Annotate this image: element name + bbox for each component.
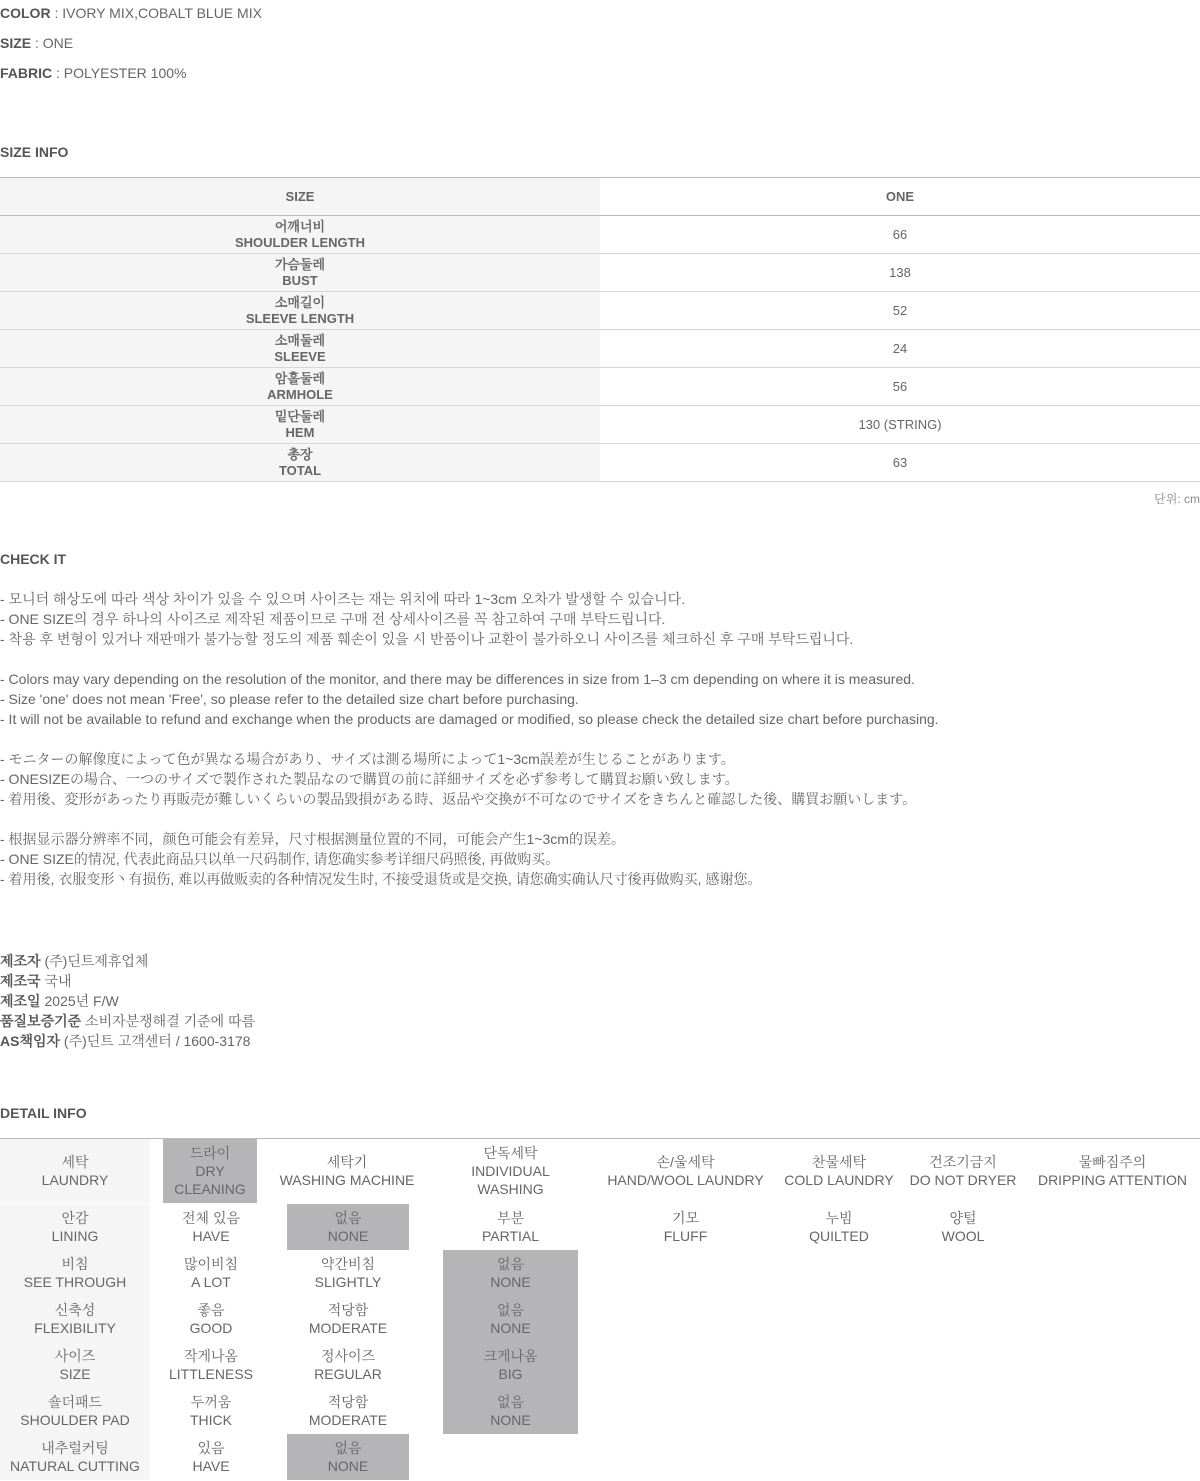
size-row-label-en: TOTAL <box>278 462 322 478</box>
size-row-label <box>0 292 600 329</box>
detail-option <box>443 1296 578 1342</box>
detail-row-label <box>0 1388 150 1434</box>
detail-row <box>0 1250 1200 1296</box>
detail-option-text: NONE <box>490 1412 531 1428</box>
size-row-value: 63 <box>600 444 1200 481</box>
detail-option-text: 없음 <box>496 1256 525 1272</box>
detail-option-text: NONE <box>490 1320 531 1336</box>
detail-option-text: MODERATE <box>308 1320 388 1336</box>
size-row-label <box>0 368 600 405</box>
detail-option-text: 좋음 <box>197 1302 225 1318</box>
size-row-label-ko: 소매둘레 <box>274 332 326 348</box>
detail-option <box>620 1204 751 1250</box>
detail-row-label <box>0 1250 150 1296</box>
size-row-label-en: SLEEVE <box>274 348 326 364</box>
detail-option-text: LITTLENESS <box>168 1366 254 1382</box>
size-row-label-ko: 암홀둘레 <box>274 370 326 386</box>
size-row-label <box>0 444 600 481</box>
size-row-label-ko: 가슴둘레 <box>274 256 326 272</box>
detail-option-text: 기모 <box>671 1210 700 1226</box>
detail-info-title: DETAIL INFO <box>0 1105 87 1121</box>
size-row-label-en: SLEEVE LENGTH <box>245 310 355 326</box>
detail-label-text: 세탁 <box>61 1154 89 1170</box>
size-row-label <box>0 254 600 291</box>
detail-option-text: 양털 <box>949 1210 977 1226</box>
detail-label-text: 숄더패드 <box>47 1394 103 1410</box>
detail-row <box>0 1204 1200 1250</box>
maker-info-line <box>0 971 72 991</box>
maker-info-key: AS책임자 <box>0 1033 61 1049</box>
size-row-value: 52 <box>600 292 1200 329</box>
check-line: - 着用後、変形があったり再販売が難しいくらいの製品毀損がある時、返品や交換が不可なのでサイズをきちんと確認した後、購買お願いします。 <box>0 791 917 807</box>
detail-label-text: 신축성 <box>54 1302 96 1318</box>
detail-option <box>443 1388 578 1434</box>
detail-label-text: NATURAL CUTTING <box>10 1458 140 1474</box>
detail-option-text: CLEANING <box>174 1181 246 1197</box>
size-row-label-ko: 밑단둘레 <box>274 408 326 424</box>
maker-info-value: 소비자분쟁해결 기준에 따름 <box>81 1013 256 1029</box>
size-row <box>0 292 1200 330</box>
detail-option-text: 전체 있음 <box>182 1210 240 1226</box>
detail-option <box>287 1434 409 1480</box>
check-line: - 根据显示器分辨率不同，颜色可能会有差异，尺寸根据测量位置的不同，可能会产生1~3cm的误差。 <box>0 831 625 847</box>
size-header-value: ONE <box>600 178 1200 215</box>
check-line: - モニターの解像度によって色が異なる場合があり、サイズは測る場所によって1~3cm誤差が生じることがあります。 <box>0 751 735 767</box>
detail-option-text: PARTIAL <box>481 1228 540 1244</box>
maker-info-line <box>0 1011 255 1031</box>
detail-option-text: HAVE <box>192 1458 230 1474</box>
detail-option <box>902 1204 1024 1250</box>
detail-option <box>443 1139 578 1203</box>
size-row <box>0 254 1200 292</box>
detail-option-text: 있음 <box>197 1440 225 1456</box>
detail-label-text: LAUNDRY <box>41 1172 109 1188</box>
detail-option <box>152 1204 270 1250</box>
detail-option <box>152 1250 270 1296</box>
detail-row <box>0 1296 1200 1342</box>
detail-label-text: FLEXIBILITY <box>34 1320 116 1336</box>
detail-option-text: 적당함 <box>327 1302 369 1318</box>
size-row-value: 24 <box>600 330 1200 367</box>
detail-option-text: 약간비침 <box>320 1256 376 1272</box>
maker-info-value: (주)딘트제휴업체 <box>40 953 149 969</box>
detail-option-text: HAVE <box>192 1228 230 1244</box>
detail-option <box>907 1139 1019 1203</box>
detail-option-text: 두꺼움 <box>190 1394 232 1410</box>
detail-option-text: NONE <box>490 1274 531 1290</box>
size-row-value: 66 <box>600 216 1200 253</box>
detail-option <box>287 1204 409 1250</box>
detail-row <box>0 1342 1200 1388</box>
size-row-label <box>0 330 600 367</box>
detail-option-text: 물빠짐주의 <box>1078 1154 1147 1170</box>
unit-note: 단위: cm <box>1154 492 1200 506</box>
maker-info-key: 제조자 <box>0 953 41 969</box>
detail-option-text: 세탁기 <box>326 1154 368 1170</box>
detail-row <box>0 1388 1200 1434</box>
check-line: - ONESIZEの場合、一つのサイズで製作された製品なので購買の前に詳細サイズを必ず参考して購買お願い致します。 <box>0 771 739 787</box>
detail-label-text: LINING <box>51 1228 99 1244</box>
detail-option <box>287 1342 409 1388</box>
detail-option-text: 작게나옴 <box>183 1348 239 1364</box>
detail-label-text: SHOULDER PAD <box>20 1412 130 1428</box>
detail-option-text: 찬물세탁 <box>811 1154 867 1170</box>
detail-option-text: WOOL <box>941 1228 985 1244</box>
size-row-label <box>0 406 600 443</box>
detail-label-text: 내추럴커팅 <box>41 1440 109 1456</box>
maker-info-line <box>0 951 148 971</box>
detail-row-label <box>0 1139 150 1203</box>
size-row-label-en: HEM <box>285 424 315 440</box>
size-row <box>0 406 1200 444</box>
detail-option-text: BIG <box>498 1366 523 1382</box>
detail-label-text: 안감 <box>61 1210 89 1226</box>
detail-option <box>273 1139 421 1203</box>
size-row <box>0 330 1200 368</box>
detail-option <box>443 1342 578 1388</box>
maker-info-line <box>0 1031 250 1051</box>
detail-option-text: 드라이 <box>189 1145 231 1161</box>
detail-option-text: 정사이즈 <box>320 1348 376 1364</box>
detail-option <box>1030 1139 1195 1203</box>
detail-option-text: 누빔 <box>825 1210 853 1226</box>
detail-option-text: GOOD <box>189 1320 233 1336</box>
detail-option <box>779 1139 899 1203</box>
detail-option <box>152 1296 270 1342</box>
maker-info-value: (주)딘트 고객센터 / 1600-3178 <box>60 1033 251 1049</box>
detail-option-text: DRY <box>195 1163 225 1179</box>
detail-option <box>287 1250 409 1296</box>
detail-option-text: 부분 <box>496 1210 525 1226</box>
detail-option-text: 손/울세탁 <box>656 1154 715 1170</box>
detail-option-text: INDIVIDUAL WASHING <box>471 1163 550 1197</box>
size-row-label-en: ARMHOLE <box>267 386 333 402</box>
detail-option-text: 크게나옴 <box>483 1348 538 1364</box>
size-header-label: SIZE <box>0 178 600 215</box>
check-line: - 着用後, 衣服变形丶有损伤, 难以再做贩卖的各种情况发生时, 不接受退货或是交换, 请您确实确认尺寸後再做购买, 感谢您。 <box>0 871 762 887</box>
detail-option <box>779 1204 899 1250</box>
detail-option-text: WASHING MACHINE <box>279 1172 415 1188</box>
detail-option-text: DRIPPING ATTENTION <box>1037 1172 1188 1188</box>
size-row-label-ko: 어깨너비 <box>274 218 326 234</box>
maker-info-key: 품질보증기준 <box>0 1013 82 1029</box>
detail-option-text: 단독세탁 <box>483 1145 538 1161</box>
check-line: - ONE SIZE의 경우 하나의 사이즈로 제작된 제품이므로 구매 전 상세사이즈를 꼭 참고하여 구매 부탁드립니다. <box>0 611 666 627</box>
detail-option-text: 없음 <box>496 1394 525 1410</box>
size-row-label-en: SHOULDER LENGTH <box>235 234 365 250</box>
detail-table <box>0 1138 1200 1481</box>
size-row <box>0 444 1200 482</box>
size-row-label-en: BUST <box>282 272 318 288</box>
detail-label-text: SIZE <box>59 1366 91 1382</box>
check-line: - 모니터 해상도에 따라 색상 차이가 있을 수 있으며 사이즈는 재는 위치에 따라 1~3cm 오차가 발생할 수 있습니다. <box>0 591 686 607</box>
size-row-value: 138 <box>600 254 1200 291</box>
detail-option <box>152 1434 270 1480</box>
detail-option-text: A LOT <box>191 1274 231 1290</box>
detail-option <box>152 1388 270 1434</box>
detail-option-text: QUILTED <box>809 1228 869 1244</box>
detail-option-text: 없음 <box>334 1210 362 1226</box>
maker-info-value: 국내 <box>40 973 72 989</box>
detail-option-text: REGULAR <box>314 1366 382 1382</box>
detail-option-text: THICK <box>190 1412 232 1428</box>
detail-label-text: 비침 <box>61 1256 89 1272</box>
detail-row-label <box>0 1434 150 1480</box>
detail-label-text: SEE THROUGH <box>23 1274 127 1290</box>
detail-option <box>443 1204 578 1250</box>
maker-info-value: 2025년 F/W <box>40 993 119 1009</box>
detail-row-label <box>0 1342 150 1388</box>
detail-row-label <box>0 1204 150 1250</box>
detail-option <box>443 1250 578 1296</box>
size-row-value: 56 <box>600 368 1200 405</box>
spec-size: SIZE : ONE <box>0 35 74 51</box>
detail-option-text: SLIGHTLY <box>314 1274 382 1290</box>
maker-info-line <box>0 991 119 1011</box>
detail-option-text: MODERATE <box>308 1412 388 1428</box>
detail-option-text: NONE <box>327 1228 369 1244</box>
size-info-title: SIZE INFO <box>0 144 69 160</box>
detail-option-text: 많이비침 <box>183 1256 239 1272</box>
detail-label-text: 사이즈 <box>54 1348 96 1364</box>
check-line: - Colors may vary depending on the resolution of the monitor, and there may be differences in size from 1–3 cm depending on where it is measured. <box>0 671 915 687</box>
detail-option-text: 적당함 <box>327 1394 369 1410</box>
size-row-label-ko: 소매길이 <box>274 294 326 310</box>
detail-row <box>0 1139 1200 1203</box>
size-table <box>0 177 1200 482</box>
detail-option-text: 없음 <box>334 1440 362 1456</box>
detail-option <box>287 1296 409 1342</box>
spec-color: COLOR : IVORY MIX,COBALT BLUE MIX <box>0 5 262 21</box>
size-row-label-ko: 총장 <box>287 446 313 462</box>
detail-option-text: FLUFF <box>663 1228 708 1244</box>
maker-info-key: 제조일 <box>0 993 41 1009</box>
detail-option-text: HAND/WOOL LAUNDRY <box>607 1172 764 1188</box>
check-line: - ONE SIZE的情况, 代表此商品只以单一尺码制作, 请您确实参考详细尺码照後, 再做购买。 <box>0 851 560 867</box>
size-row-value: 130 (STRING) <box>600 406 1200 443</box>
size-row-label <box>0 216 600 253</box>
detail-option-text: 없음 <box>496 1302 525 1318</box>
detail-option <box>152 1342 270 1388</box>
detail-option <box>287 1388 409 1434</box>
detail-option-text: 건조기금지 <box>929 1154 997 1170</box>
detail-row-label <box>0 1296 150 1342</box>
check-line: - 착용 후 변형이 있거나 재판매가 불가능할 정도의 제품 훼손이 있을 시 반품이나 교환이 불가하오니 사이즈를 체크하신 후 구매 부탁드립니다. <box>0 631 854 647</box>
size-row <box>0 216 1200 254</box>
check-line: - It will not be available to refund and exchange when the products are damaged or modified, so please check the detailed size chart before purchasing. <box>0 711 939 727</box>
size-row <box>0 368 1200 406</box>
detail-option <box>602 1139 769 1203</box>
detail-option-text: NONE <box>327 1458 369 1474</box>
detail-row <box>0 1434 1200 1480</box>
size-table-header <box>0 177 1200 216</box>
detail-option-text: COLD LAUNDRY <box>784 1172 894 1188</box>
detail-option-text: DO NOT DRYER <box>909 1172 1017 1188</box>
check-line: - Size 'one' does not mean 'Free', so please refer to the detailed size chart before purchasing. <box>0 691 579 707</box>
maker-info-key: 제조국 <box>0 973 41 989</box>
check-it-title: CHECK IT <box>0 551 67 567</box>
spec-fabric: FABRIC : POLYESTER 100% <box>0 65 187 81</box>
detail-option <box>163 1139 257 1203</box>
